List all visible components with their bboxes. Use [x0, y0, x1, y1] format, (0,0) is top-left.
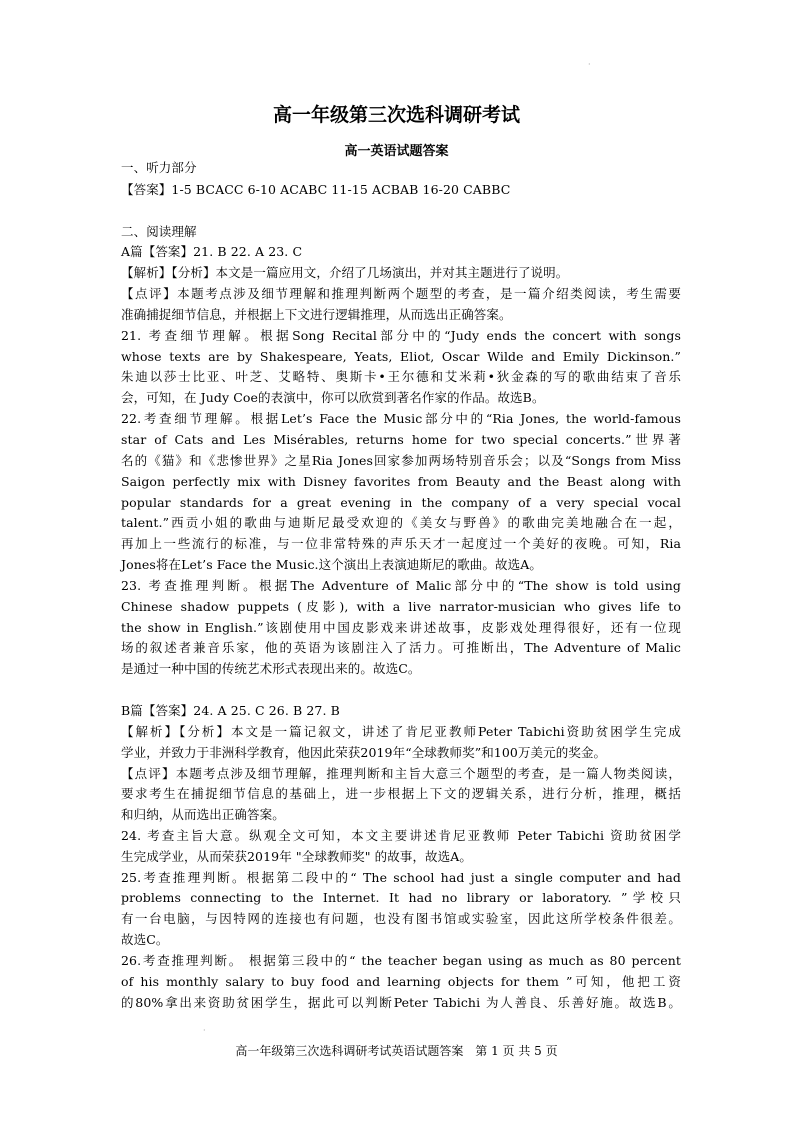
- text-line: 【解析】【分析】本文是一篇记叙文，讲述了肯尼亚教师Peter Tabichi资助贫困学生完成: [121, 724, 681, 739]
- section-heading-listening: 一、听力部分: [121, 160, 197, 175]
- text-line: Chinese shadow puppets (皮影), with a live narrator-musician who gives life to: [121, 599, 681, 614]
- text-line: 的80%拿出来资助贫困学生，据此可以判断Peter Tabichi 为人善良、乐善好施。故选B。: [121, 995, 681, 1010]
- passage-b-answers: B篇【答案】24. A 25. C 26. B 27. B: [121, 703, 340, 718]
- text-line: of his monthly salary to buy food and learning objects for them ”可知，他把工资: [121, 974, 681, 989]
- text-line: 有一台电脑，与因特网的连接也有问题，也没有图书馆或实验室，因此这所学校条件很差。: [121, 911, 681, 926]
- text-line: 23. 考查推理判断。根据The Adventure of Malic部分中的“The show is told using: [121, 578, 681, 593]
- section-heading-reading: 二、阅读理解: [121, 224, 197, 239]
- text-line: 24. 考查主旨大意。纵观全文可知，本文主要讲述肯尼亚教师 Peter Tabichi 资助贫困学: [121, 828, 681, 843]
- text-line: talent.”西贡小姐的歌曲与迪斯尼最受欢迎的《美女与野兽》的歌曲完美地融合在一起，: [121, 515, 681, 530]
- scan-mark: ·: [588, 60, 591, 69]
- text-line: star of Cats and Les Misérables, returns home for two special concerts.”世界著: [121, 432, 681, 447]
- text-line: 【点评】本题考点涉及细节理解和推理判断两个题型的考查，是一篇介绍类阅读，考生需要: [121, 286, 681, 301]
- text-line: 再加上一些流行的标准，与一位非常特殊的声乐天才一起度过一个美好的夜晚。可知，Ria: [121, 536, 681, 551]
- text-line: 会，可知，在 Judy Coe的表演中，你可以欣赏到著名作家的作品。故选B。: [121, 390, 545, 405]
- text-line: Jones将在Let’s Face the Music.这个演出上表演迪斯尼的歌曲。故选A。: [121, 557, 542, 572]
- text-line: 21. 考查细节理解。根据Song Recital部分中的“Judy ends the concert with songs: [121, 328, 681, 343]
- scan-mark: ·: [203, 1026, 206, 1035]
- page-footer: [0, 1042, 793, 1059]
- page-title: 高一年级第三次选科调研考试: [272, 104, 520, 126]
- text-line: 故选C。: [121, 932, 169, 947]
- text-line: the show in English.”该剧使用中国皮影戏来讲述故事，皮影戏处理得很好，还有一位现: [121, 620, 681, 635]
- text-line: 名的《猫》和《悲惨世界》之星Ria Jones回家参加两场特别音乐会；以及“Songs from Miss: [121, 453, 681, 468]
- text-line: 朱迪以莎士比亚、叶芝、艾略特、奥斯卡•王尔德和艾米莉•狄金森的写的歌曲结束了音乐: [121, 369, 681, 384]
- page-number: 第 1 页 共 5 页: [475, 1044, 558, 1058]
- text-line: 和归纳，从而选出正确答案。: [121, 807, 285, 822]
- text-line: 26.考查推理判断。 根据第三段中的“ the teacher began using as much as 80 percent: [121, 953, 681, 968]
- text-line: 学业，并致力于非洲科学教育，他因此荣获2019年“全球教师奖”和100万美元的奖金。: [121, 745, 607, 760]
- text-line: 生完成学业，从而荣获2019年 "全球教师奖" 的故事，故选A。: [121, 849, 472, 864]
- text-line: whose texts are by Shakespeare, Yeats, Eliot, Oscar Wilde and Emily Dickinson.”: [121, 349, 681, 364]
- text-line: 准确捕捉细节信息，并根据上下文进行逻辑推理，从而选出正确答案。: [121, 307, 512, 322]
- text-line: 要求考生在捕捉细节信息的基础上，进一步根据上下文的逻辑关系，进行分析，推理，概括: [121, 786, 681, 801]
- footer-doc-title: 高一年级第三次选科调研考试英语试题答案: [235, 1044, 464, 1058]
- listening-answers: 【答案】1-5 BCACC 6-10 ACABC 11-15 ACBAB 16-20 CABBC: [121, 182, 511, 197]
- page-subtitle: 高一英语试题答案: [344, 144, 449, 159]
- text-line: 25.考查推理判断。根据第二段中的“ The school had just a single computer and had: [121, 870, 681, 885]
- text-line: 场的叙述者兼音乐家，他的英语为该剧注入了活力。可推断出，The Adventure of Malic: [121, 640, 681, 655]
- text-line: 是通过一种中国的传统艺术形式表现出来的。故选C。: [121, 661, 421, 676]
- text-line: problems connecting to the Internet. It had no library or laboratory. ”学校只: [121, 890, 681, 905]
- text-line: popular standards for a great evening in the company of a very special vocal: [121, 495, 681, 510]
- text-line: Saigon perfectly mix with Disney favorites from Beauty and the Beast along with: [121, 474, 681, 489]
- text-line: 【点评】本题考点涉及细节理解，推理判断和主旨大意三个题型的考查，是一篇人物类阅读，: [121, 766, 681, 781]
- text-line: 【解析】【分析】本文是一篇应用文，介绍了几场演出，并对其主题进行了说明。: [121, 265, 569, 280]
- text-line: 22.考查细节理解。根据Let’s Face the Music部分中的“Ria Jones, the world-famous: [121, 411, 681, 426]
- passage-a-answers: A篇【答案】21. B 22. A 23. C: [121, 244, 303, 259]
